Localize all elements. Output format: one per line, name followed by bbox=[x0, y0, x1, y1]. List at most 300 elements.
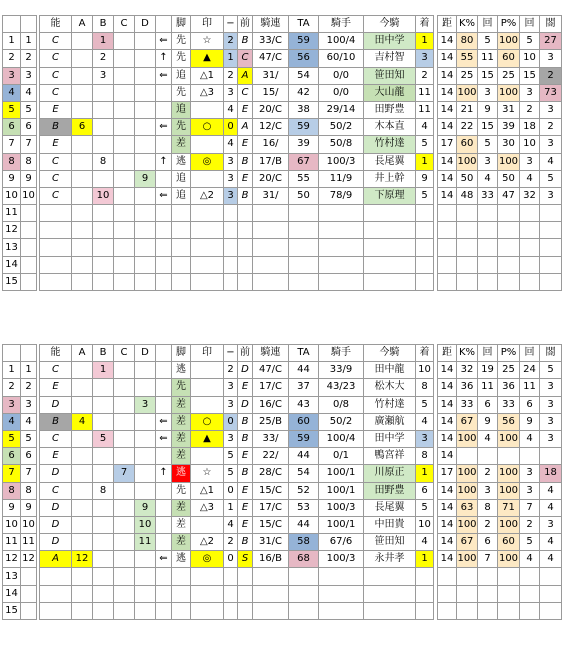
cell: 42 bbox=[289, 84, 319, 101]
cell: 11 bbox=[135, 534, 156, 551]
table-row bbox=[3, 482, 562, 499]
cell: 追 bbox=[172, 187, 191, 204]
cell: 14 bbox=[438, 379, 457, 396]
empty-cell bbox=[238, 568, 253, 585]
cell: ☆ bbox=[191, 33, 224, 50]
row-number: 15 bbox=[3, 602, 21, 619]
empty-cell bbox=[253, 222, 289, 239]
cell: 0 bbox=[224, 119, 238, 136]
cell bbox=[191, 101, 224, 118]
empty-cell bbox=[72, 273, 93, 290]
cell: 60 bbox=[289, 413, 319, 430]
cell bbox=[540, 448, 562, 465]
empty-cell bbox=[21, 568, 37, 585]
cell: 2 bbox=[3, 379, 21, 396]
cell: 7 bbox=[520, 499, 540, 516]
cell: 1 bbox=[93, 362, 114, 379]
cell: B bbox=[238, 153, 253, 170]
cell: 31/ bbox=[253, 67, 289, 84]
cell bbox=[135, 50, 156, 67]
table-row bbox=[3, 119, 562, 136]
cell: B bbox=[40, 413, 72, 430]
cell bbox=[114, 499, 135, 516]
cell: 先 bbox=[172, 33, 191, 50]
cell: 6 bbox=[520, 396, 540, 413]
cell: 17/B bbox=[253, 153, 289, 170]
cell: 4 bbox=[416, 119, 434, 136]
empty-cell bbox=[93, 205, 114, 222]
cell: 4 bbox=[224, 101, 238, 118]
cell: 追 bbox=[172, 67, 191, 84]
empty-cell bbox=[40, 273, 72, 290]
empty-cell bbox=[289, 239, 319, 256]
cell bbox=[72, 187, 93, 204]
empty-cell bbox=[438, 585, 457, 602]
cell: 6 bbox=[72, 119, 93, 136]
cell: 47/C bbox=[253, 362, 289, 379]
cell: 33 bbox=[457, 396, 478, 413]
cell: 100 bbox=[498, 33, 520, 50]
empty-cell bbox=[416, 602, 434, 619]
col-header: 能 bbox=[40, 16, 72, 33]
cell: 川原正 bbox=[364, 465, 416, 482]
cell: C bbox=[40, 33, 72, 50]
cell: 25/B bbox=[253, 413, 289, 430]
cell: E bbox=[40, 136, 72, 153]
cell: E bbox=[238, 448, 253, 465]
cell: 8 bbox=[416, 448, 434, 465]
cell bbox=[72, 84, 93, 101]
empty-cell bbox=[135, 222, 156, 239]
cell: 3 bbox=[540, 379, 562, 396]
cell bbox=[93, 516, 114, 533]
empty-cell bbox=[478, 602, 498, 619]
cell: 4 bbox=[478, 170, 498, 187]
empty-cell bbox=[93, 568, 114, 585]
cell: 3 bbox=[3, 396, 21, 413]
cell: 4 bbox=[520, 551, 540, 568]
cell: 4 bbox=[72, 413, 93, 430]
empty-cell bbox=[478, 256, 498, 273]
cell: 3 bbox=[540, 430, 562, 447]
cell bbox=[114, 119, 135, 136]
cell bbox=[156, 136, 172, 153]
cell: 31/ bbox=[253, 187, 289, 204]
cell: D bbox=[238, 362, 253, 379]
empty-cell bbox=[438, 205, 457, 222]
cell: 4 bbox=[478, 430, 498, 447]
cell: C bbox=[40, 67, 72, 84]
cell: 1 bbox=[21, 33, 37, 50]
cell: B bbox=[238, 187, 253, 204]
cell: 21 bbox=[457, 101, 478, 118]
cell bbox=[72, 50, 93, 67]
cell: 58 bbox=[289, 534, 319, 551]
cell bbox=[93, 396, 114, 413]
cell: 3 bbox=[93, 67, 114, 84]
cell: 68 bbox=[289, 551, 319, 568]
cell bbox=[156, 499, 172, 516]
cell: 60 bbox=[457, 136, 478, 153]
empty-cell bbox=[364, 205, 416, 222]
cell: 10 bbox=[520, 136, 540, 153]
cell: E bbox=[238, 379, 253, 396]
cell: 100 bbox=[498, 84, 520, 101]
cell: 7 bbox=[3, 136, 21, 153]
cell bbox=[114, 516, 135, 533]
cell: 9 bbox=[520, 413, 540, 430]
cell: 25 bbox=[457, 67, 478, 84]
cell: 6 bbox=[478, 534, 498, 551]
cell: 2 bbox=[520, 101, 540, 118]
col-header: 脚 bbox=[172, 345, 191, 362]
table-row bbox=[3, 551, 562, 568]
cell: 30 bbox=[498, 136, 520, 153]
empty-cell bbox=[238, 256, 253, 273]
cell: 50 bbox=[457, 170, 478, 187]
cell: 5 bbox=[540, 170, 562, 187]
cell bbox=[93, 551, 114, 568]
empty-cell bbox=[364, 602, 416, 619]
empty-cell bbox=[319, 273, 364, 290]
empty-cell bbox=[319, 568, 364, 585]
empty-cell bbox=[457, 205, 478, 222]
cell: 4 bbox=[3, 413, 21, 430]
cell: 3 bbox=[224, 170, 238, 187]
cell: 33/9 bbox=[319, 362, 364, 379]
cell: 43/23 bbox=[319, 379, 364, 396]
cell bbox=[156, 362, 172, 379]
cell: B bbox=[40, 119, 72, 136]
empty-cell bbox=[253, 205, 289, 222]
cell bbox=[72, 499, 93, 516]
cell: 100 bbox=[457, 84, 478, 101]
empty-cell bbox=[520, 568, 540, 585]
cell: 53 bbox=[289, 499, 319, 516]
cell bbox=[114, 136, 135, 153]
cell: 竹村達 bbox=[364, 396, 416, 413]
cell: 10 bbox=[416, 516, 434, 533]
cell: 田中龍 bbox=[364, 362, 416, 379]
cell: 3 bbox=[540, 101, 562, 118]
cell: 100/4 bbox=[319, 33, 364, 50]
header-blank bbox=[21, 16, 37, 33]
empty-cell bbox=[156, 256, 172, 273]
cell: 笹田知 bbox=[364, 534, 416, 551]
table-row bbox=[3, 516, 562, 533]
cell: D bbox=[238, 396, 253, 413]
row-number: 12 bbox=[3, 222, 21, 239]
cell: 100 bbox=[457, 482, 478, 499]
cell bbox=[135, 551, 156, 568]
empty-cell bbox=[319, 585, 364, 602]
cell: 2 bbox=[21, 50, 37, 67]
empty-cell bbox=[114, 602, 135, 619]
cell bbox=[156, 170, 172, 187]
cell bbox=[191, 362, 224, 379]
empty-cell bbox=[21, 222, 37, 239]
cell: 3 bbox=[224, 430, 238, 447]
cell: 14 bbox=[438, 119, 457, 136]
empty-cell bbox=[21, 602, 37, 619]
cell bbox=[114, 362, 135, 379]
empty-cell bbox=[156, 568, 172, 585]
empty-cell bbox=[540, 273, 562, 290]
cell: 差 bbox=[172, 136, 191, 153]
empty-cell bbox=[478, 273, 498, 290]
empty-cell bbox=[478, 205, 498, 222]
cell bbox=[135, 465, 156, 482]
cell: 鴨宮祥 bbox=[364, 448, 416, 465]
empty-cell bbox=[438, 239, 457, 256]
cell: 6 bbox=[21, 119, 37, 136]
cell: 14 bbox=[438, 170, 457, 187]
cell: 3 bbox=[520, 465, 540, 482]
cell: 11/9 bbox=[319, 170, 364, 187]
cell: 逃 bbox=[172, 551, 191, 568]
cell bbox=[114, 430, 135, 447]
cell: 56 bbox=[498, 413, 520, 430]
cell: E bbox=[40, 101, 72, 118]
cell: 4 bbox=[540, 534, 562, 551]
empty-cell bbox=[289, 222, 319, 239]
empty-cell bbox=[540, 602, 562, 619]
empty-cell bbox=[520, 239, 540, 256]
table-row bbox=[3, 568, 562, 585]
cell: 9 bbox=[135, 170, 156, 187]
table-row bbox=[3, 50, 562, 67]
empty-cell bbox=[40, 585, 72, 602]
col-header: 閤 bbox=[540, 16, 562, 33]
col-header: K% bbox=[457, 345, 478, 362]
cell: 50/8 bbox=[319, 136, 364, 153]
cell: 14 bbox=[438, 396, 457, 413]
cell: 田野豊 bbox=[364, 101, 416, 118]
col-header: A bbox=[72, 345, 93, 362]
cell: 1 bbox=[21, 362, 37, 379]
cell bbox=[114, 50, 135, 67]
cell: 先 bbox=[172, 379, 191, 396]
col-header: 回 bbox=[520, 16, 540, 33]
table-row bbox=[3, 170, 562, 187]
table-row bbox=[3, 499, 562, 516]
cell bbox=[72, 465, 93, 482]
cell: 33/C bbox=[253, 33, 289, 50]
empty-cell bbox=[498, 239, 520, 256]
cell: 20/C bbox=[253, 170, 289, 187]
cell: ☆ bbox=[191, 465, 224, 482]
empty-cell bbox=[520, 273, 540, 290]
cell: D bbox=[40, 499, 72, 516]
empty-cell bbox=[72, 239, 93, 256]
cell bbox=[72, 170, 93, 187]
cell: 14 bbox=[438, 516, 457, 533]
cell: 4 bbox=[540, 153, 562, 170]
cell: 54 bbox=[289, 67, 319, 84]
table-row bbox=[3, 396, 562, 413]
cell: 3 bbox=[224, 187, 238, 204]
cell bbox=[135, 448, 156, 465]
cell: 15 bbox=[478, 67, 498, 84]
empty-cell bbox=[498, 602, 520, 619]
cell: 9 bbox=[21, 499, 37, 516]
cell: E bbox=[238, 516, 253, 533]
cell: 14 bbox=[438, 187, 457, 204]
cell: 5 bbox=[93, 430, 114, 447]
empty-cell bbox=[253, 568, 289, 585]
empty-cell bbox=[416, 256, 434, 273]
cell: 追 bbox=[172, 170, 191, 187]
empty-cell bbox=[457, 568, 478, 585]
cell: 先 bbox=[172, 50, 191, 67]
table-row bbox=[3, 273, 562, 290]
cell: 14 bbox=[438, 482, 457, 499]
cell: E bbox=[40, 379, 72, 396]
empty-cell bbox=[156, 602, 172, 619]
empty-cell bbox=[238, 239, 253, 256]
cell: 4 bbox=[416, 413, 434, 430]
cell: 1 bbox=[416, 465, 434, 482]
row-number: 14 bbox=[3, 585, 21, 602]
cell: 1 bbox=[3, 362, 21, 379]
cell: △2 bbox=[191, 187, 224, 204]
cell: 3 bbox=[520, 153, 540, 170]
col-header: 騎連 bbox=[253, 345, 289, 362]
empty-cell bbox=[498, 568, 520, 585]
cell: 4 bbox=[540, 482, 562, 499]
table-row bbox=[3, 33, 562, 50]
cell: 永井孝 bbox=[364, 551, 416, 568]
cell: 3 bbox=[416, 430, 434, 447]
cell bbox=[135, 153, 156, 170]
cell: 12 bbox=[72, 551, 93, 568]
cell bbox=[72, 430, 93, 447]
cell: 2 bbox=[224, 33, 238, 50]
empty-cell bbox=[224, 602, 238, 619]
cell: 60 bbox=[498, 50, 520, 67]
cell: 8 bbox=[416, 379, 434, 396]
cell bbox=[135, 136, 156, 153]
cell bbox=[135, 101, 156, 118]
cell: 14 bbox=[438, 50, 457, 67]
table-row bbox=[3, 187, 562, 204]
empty-cell bbox=[135, 568, 156, 585]
cell: 3 bbox=[478, 482, 498, 499]
cell: 14 bbox=[438, 362, 457, 379]
empty-cell bbox=[416, 273, 434, 290]
empty-cell bbox=[520, 602, 540, 619]
empty-cell bbox=[364, 222, 416, 239]
empty-cell bbox=[478, 222, 498, 239]
cell: D bbox=[40, 516, 72, 533]
empty-cell bbox=[478, 239, 498, 256]
cell bbox=[72, 33, 93, 50]
empty-cell bbox=[172, 256, 191, 273]
cell: 11 bbox=[416, 101, 434, 118]
cell: 39 bbox=[289, 136, 319, 153]
empty-cell bbox=[156, 273, 172, 290]
cell: 10 bbox=[416, 362, 434, 379]
cell: 3 bbox=[540, 136, 562, 153]
empty-cell bbox=[238, 602, 253, 619]
cell: 14 bbox=[438, 551, 457, 568]
empty-cell bbox=[172, 568, 191, 585]
cell bbox=[191, 448, 224, 465]
cell: 逃 bbox=[172, 153, 191, 170]
cell: 井上幹 bbox=[364, 170, 416, 187]
cell: 3 bbox=[478, 153, 498, 170]
cell bbox=[135, 362, 156, 379]
cell bbox=[114, 170, 135, 187]
table-row bbox=[3, 136, 562, 153]
col-header: 距 bbox=[438, 16, 457, 33]
empty-cell bbox=[289, 273, 319, 290]
table-row bbox=[3, 379, 562, 396]
empty-cell bbox=[253, 602, 289, 619]
cell: 笹田知 bbox=[364, 67, 416, 84]
cell: 5 bbox=[3, 430, 21, 447]
col-header: K% bbox=[457, 16, 478, 33]
cell: 14 bbox=[438, 448, 457, 465]
col-header: 騎連 bbox=[253, 16, 289, 33]
cell: B bbox=[238, 33, 253, 50]
cell: 100 bbox=[498, 430, 520, 447]
cell: 廣瀬航 bbox=[364, 413, 416, 430]
empty-cell bbox=[114, 239, 135, 256]
col-header: 着 bbox=[416, 16, 434, 33]
table-row bbox=[3, 602, 562, 619]
cell: ▲ bbox=[191, 430, 224, 447]
empty-cell bbox=[540, 239, 562, 256]
cell: ▲ bbox=[191, 50, 224, 67]
col-header: C bbox=[114, 16, 135, 33]
cell: 71 bbox=[498, 499, 520, 516]
cell: E bbox=[238, 482, 253, 499]
cell: 100 bbox=[498, 465, 520, 482]
cell bbox=[191, 379, 224, 396]
cell bbox=[478, 448, 498, 465]
table-row bbox=[3, 256, 562, 273]
cell: △3 bbox=[191, 499, 224, 516]
cell bbox=[72, 448, 93, 465]
cell: 9 bbox=[3, 170, 21, 187]
cell: 36 bbox=[498, 379, 520, 396]
table-row bbox=[3, 239, 562, 256]
empty-cell bbox=[498, 585, 520, 602]
cell bbox=[72, 482, 93, 499]
cell: 2 bbox=[224, 67, 238, 84]
cell bbox=[191, 396, 224, 413]
cell: 55 bbox=[289, 170, 319, 187]
cell: ⇐ bbox=[156, 551, 172, 568]
cell: 5 bbox=[416, 187, 434, 204]
cell: 10 bbox=[21, 187, 37, 204]
cell bbox=[498, 448, 520, 465]
empty-cell bbox=[416, 205, 434, 222]
col-header: 印 bbox=[191, 345, 224, 362]
cell: 1 bbox=[416, 33, 434, 50]
empty-cell bbox=[135, 273, 156, 290]
cell: 14 bbox=[438, 84, 457, 101]
col-header: 前 bbox=[238, 16, 253, 33]
cell bbox=[114, 101, 135, 118]
cell: 5 bbox=[520, 534, 540, 551]
cell: 47 bbox=[498, 187, 520, 204]
cell: 11 bbox=[478, 379, 498, 396]
cell: 22 bbox=[457, 119, 478, 136]
empty-cell bbox=[457, 585, 478, 602]
cell: 33 bbox=[498, 396, 520, 413]
